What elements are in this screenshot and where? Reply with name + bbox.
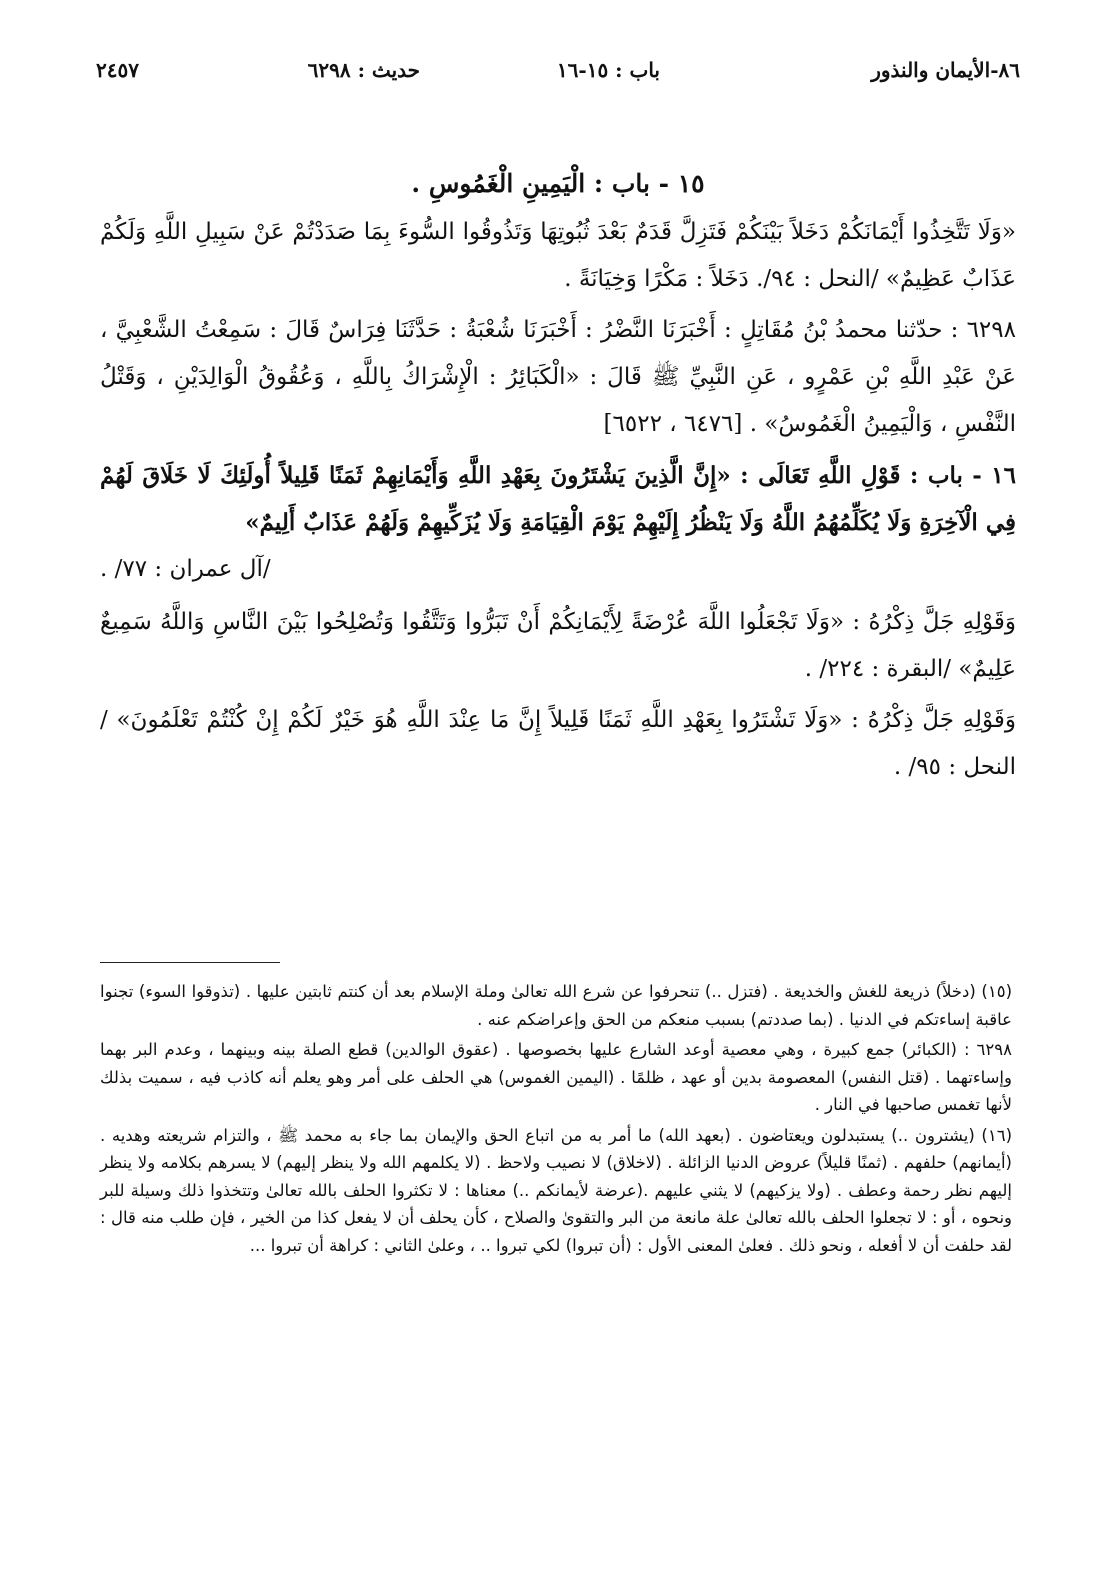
bab15-heading: ١٥ - باب : الْيَمِينِ الْغَمُوسِ . [411,169,705,198]
hadith-6298: ٦٢٩٨ : حدّثنا محمدُ بْنُ مُقَاتِلٍ : أَخْبَرَنَا النَّضْرُ : أَخْبَرَنَا شُعْبَةُ : حَدَّثَنَا فِرَاسٌ قَالَ : سَمِعْتُ الشَّعْبِيَّ ، عَنْ عَبْدِ اللَّهِ بْنِ عَمْرٍو ، عَنِ النَّبِيِّ ﷺ قَالَ : «الْكَبَائِرُ : الْإِشْرَاكُ بِاللَّهِ ، وَعُقُوقُ الْوَالِدَيْنِ ، وَقَتْلُ النَّفْسِ ، وَالْيَمِينُ الْغَمُوسُ» . [٦٤٧٦ ، ٦٥٢٢] [100,317,1016,437]
verse-nahl: وَقَوْلِهِ جَلَّ ذِكْرُهُ : «وَلَا تَشْتَرُوا بِعَهْدِ اللَّهِ ثَمَنًا قَلِيلاً إِنَّ مَا عِنْدَ اللَّهِ هُوَ خَيْرٌ لَكُمْ إِنْ كُنْتُمْ تَعْلَمُونَ» /النحل : ٩٥/ . [100,707,1016,780]
main-text [100,160,1016,795]
footnote-divider [100,962,280,963]
footnote-16: (١٦) (يشترون ..) يستبدلون ويعتاضون . (بعهد الله) ما أمر به من اتباع الحق والإيمان بما جاء به محمد ﷺ ، والتزام شريعته وهديه . (أيمانهم) حلفهم . (ثمنًا قليلاً) عروض الدنيا الزائلة . (لاخلاق) لا نصيب ولاحظ . (لا يكلمهم الله ولا ينظر إليهم) لا يسرهم بكلامه ولا ينظر إليهم نظر رحمة وعطف . (ولا يزكيهم) لا يثني عليهم .(عرضة لأيمانكم ..) معناها : لا تكثروا الحلف بالله تعالىٰ وتتخذوا ذلك وسيلة للبر ونحوه ، أو : لا تجعلوا الحلف بالله تعالىٰ علة مانعة من البر والتقوىٰ والصلاح ، كأن يحلف أن لا يفعل كذا من الخير ، فإن طلب منه قال : لقد حلفت أن لا أفعله ، ونحو ذلك . فعلىٰ المعنى الأول : (أن تبروا) لكي تبروا .. ، وعلىٰ الثاني : كراهة أن تبروا ... [100,1125,1012,1255]
running-header [96,58,1020,88]
header-chapter-title: ٨٦-الأيمان والنذور [871,58,1020,82]
header-hadith-number: حديث : ٦٢٩٨ [307,58,420,82]
page-number: ٢٤٥٧ [96,58,139,82]
bab16-verse-reference: /آل عمران : ٧٧/ . [100,556,271,582]
footnote-6298: ٦٢٩٨ : (الكبائر) جمع كبيرة ، وهي معصية أوعد الشارع عليها بخصوصها . (عقوق الوالدين) قطع الصلة بينه وبينهما ، وعدم البر بهما وإساءتهما . (قتل النفس) المعصومة بدين أو عهد ، ظلمًا . (اليمين الغموس) هي الحلف على أمر وهو يعلم أنه كاذب فيه ، سميت بذلك لأنها تغمس صاحبها في النار . [100,1040,1012,1114]
bab15-verse: «وَلَا تَتَّخِذُوا أَيْمَانَكُمْ دَخَلاً بَيْنَكُمْ فَتَزِلَّ قَدَمٌ بَعْدَ ثُبُوتِهَا وَتَذُوقُوا السُّوءَ بِمَا صَدَدْتُمْ عَنْ سَبِيلِ اللَّهِ وَلَكُمْ عَذَابٌ عَظِيمٌ» /النحل : ٩٤/. دَخَلاً : مَكْرًا وَخِيَانَةً . [100,219,1016,292]
header-bab-range: باب : ١٥-١٦ [556,58,660,82]
footnote-15: (١٥) (دخلاً) ذريعة للغش والخديعة . (فتزل ..) تنحرفوا عن شرع الله تعالىٰ وملة الإسلام بعد أن كنتم ثابتين عليها . (تذوقوا السوء) تجنوا عاقبة إساءتكم في الدنيا . (بما صددتم) بسبب منعكم من الحق وإعراضكم عنه . [100,982,1012,1029]
footnotes [100,978,1012,1262]
bab16-heading: ١٦ - باب : قَوْلِ اللَّهِ تَعَالَى : «إِنَّ الَّذِينَ يَشْتَرُونَ بِعَهْدِ اللَّهِ وَأَيْمَانِهِمْ ثَمَنًا قَلِيلاً أُولَئِكَ لَا خَلَاقَ لَهُمْ فِي الْآخِرَةِ وَلَا يُكَلِّمُهُمُ اللَّهُ وَلَا يَنْظُرُ إِلَيْهِمْ يَوْمَ الْقِيَامَةِ وَلَا يُزَكِّيهِمْ وَلَهُمْ عَذَابٌ أَلِيمٌ» [100,462,1016,536]
verse-baqarah: وَقَوْلِهِ جَلَّ ذِكْرُهُ : «وَلَا تَجْعَلُوا اللَّهَ عُرْضَةً لِأَيْمَانِكُمْ أَنْ تَبَرُّوا وَتَتَّقُوا وَتُصْلِحُوا بَيْنَ النَّاسِ وَاللَّهُ سَمِيعٌ عَلِيمٌ» /البقرة : ٢٢٤/ . [100,609,1016,682]
